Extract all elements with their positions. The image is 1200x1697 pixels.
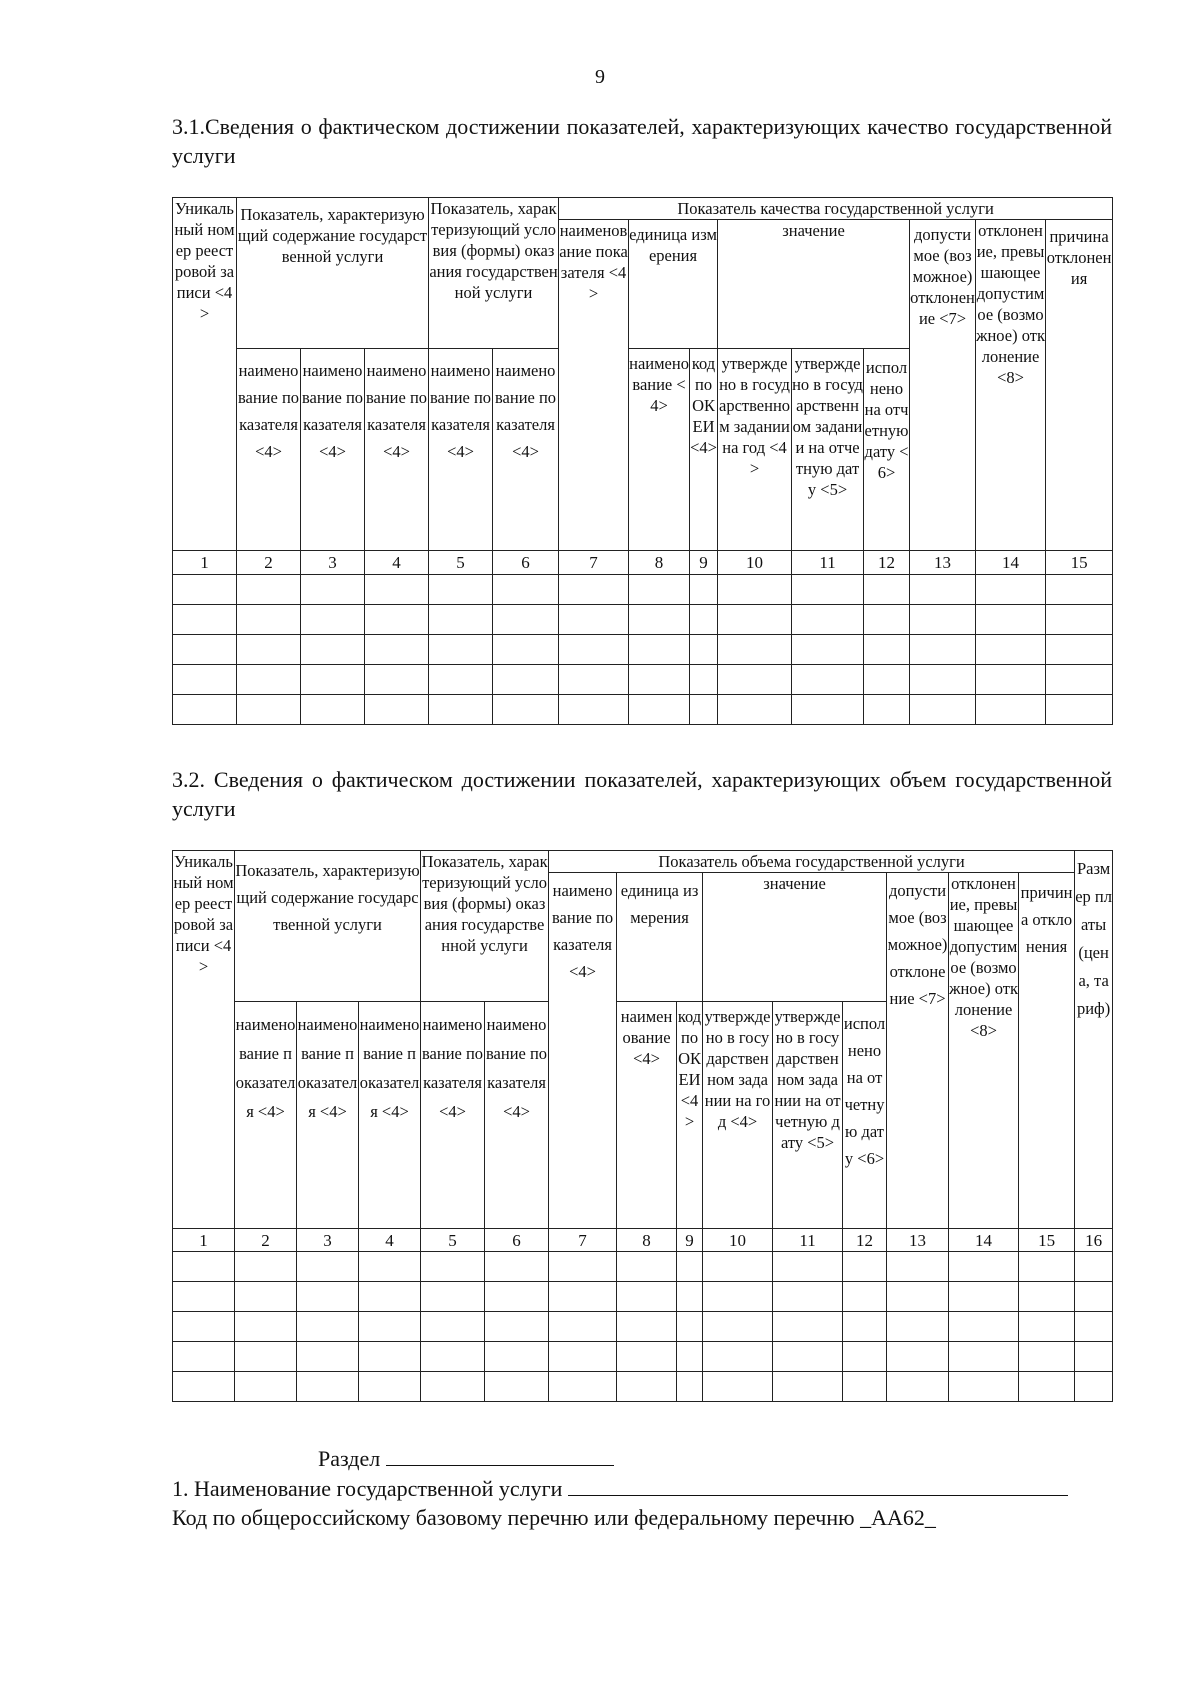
column-number: 7	[549, 1229, 617, 1252]
column-number: 10	[703, 1229, 773, 1252]
column-number: 6	[485, 1229, 549, 1252]
column-number: 2	[237, 551, 301, 575]
service-name-line	[172, 1473, 1122, 1503]
executed-header: исполнено на отчетную дату <6>	[864, 349, 910, 551]
section-3-2-heading: 3.2. Сведения о фактическом достижении показателей, характеризующих объем государственной услуги	[172, 767, 1112, 821]
conditions-indicator-name-2: наименование показателя <4>	[493, 349, 559, 551]
column-number: 3	[297, 1229, 359, 1252]
conditions-indicator-name-2: наименование показателя <4>	[485, 1002, 549, 1229]
deviation-reason-header: причина отклонения	[1046, 220, 1113, 551]
okei-code-header: код по ОКЕИ <4>	[690, 349, 718, 551]
column-number: 6	[493, 551, 559, 575]
column-number: 15	[1046, 551, 1113, 575]
conditions-indicator-header: Показатель, характеризующий условия (формы) оказания государственной услуги	[429, 198, 559, 349]
column-number: 8	[629, 551, 690, 575]
column-number: 15	[1019, 1229, 1075, 1252]
unique-record-number-header: Уникальный номер реестровой записи <4>	[173, 851, 235, 1229]
service-name-blank	[568, 1473, 1068, 1496]
value-header: значение	[718, 220, 910, 349]
column-number: 8	[617, 1229, 677, 1252]
column-number: 13	[910, 551, 976, 575]
column-number: 2	[235, 1229, 297, 1252]
column-number: 1	[173, 551, 237, 575]
content-indicator-name-2: наименование показателя <4>	[301, 349, 365, 551]
content-indicator-name-1: наименование показателя <4>	[235, 1002, 297, 1229]
volume-indicator-group-header: Показатель объема государственной услуги	[549, 851, 1075, 873]
okei-code-header: код по ОКЕИ <4>	[677, 1002, 703, 1229]
section-line	[318, 1443, 1200, 1473]
quality-indicator-group-header: Показатель качества государственной услуги	[559, 198, 1113, 220]
executed-header: исполнено на отчетную дату <6>	[843, 1002, 887, 1229]
quality-indicators-table	[172, 197, 1113, 725]
approved-date-header: утверждено в государственном задании на отчетную дату <5>	[773, 1002, 843, 1229]
unit-header: единица измерения	[617, 873, 703, 1002]
column-number: 7	[559, 551, 629, 575]
column-number: 12	[864, 551, 910, 575]
content-indicator-header: Показатель, характеризующий содержание государственной услуги	[235, 851, 421, 1002]
column-number: 10	[718, 551, 792, 575]
column-number: 3	[301, 551, 365, 575]
unit-name-header: наименование <4>	[617, 1002, 677, 1229]
conditions-indicator-name-1: наименование показателя <4>	[421, 1002, 485, 1229]
column-number: 4	[359, 1229, 421, 1252]
column-number: 5	[429, 551, 493, 575]
column-number: 1	[173, 1229, 235, 1252]
code-value: _АА62_	[860, 1505, 936, 1530]
approved-year-header: утверждено в государственном задании на год <4>	[718, 349, 792, 551]
content-indicator-name-2: наименование показателя <4>	[297, 1002, 359, 1229]
allowed-deviation-header: допустимое (возможное) отклонение <7>	[887, 873, 949, 1229]
indicator-name-header: наименование показателя <4>	[549, 873, 617, 1229]
approved-date-header: утверждено в государственном задании на отчетную дату <5>	[792, 349, 864, 551]
code-label: Код по общероссийскому базовому перечню или федеральному перечню	[172, 1505, 855, 1530]
column-number: 5	[421, 1229, 485, 1252]
page-number: 9	[595, 66, 605, 88]
column-number: 12	[843, 1229, 887, 1252]
deviation-reason-header: причина отклонения	[1019, 873, 1075, 1229]
table-row	[173, 665, 1113, 695]
column-number: 14	[976, 551, 1046, 575]
excess-deviation-header: отклонение, превышающее допустимое (возможное) отклонение <8>	[976, 220, 1046, 551]
value-header: значение	[703, 873, 887, 1002]
code-line	[172, 1503, 1122, 1532]
fee-size-header: Размер платы (цена, тариф)	[1075, 851, 1113, 1229]
table-row	[173, 635, 1113, 665]
service-name-label: 1. Наименование государственной услуги	[172, 1476, 563, 1501]
table-row	[173, 1342, 1113, 1372]
content-indicator-name-1: наименование показателя <4>	[237, 349, 301, 551]
content-indicator-name-3: наименование показателя <4>	[365, 349, 429, 551]
content-indicator-name-3: наименование показателя <4>	[359, 1002, 421, 1229]
table-row	[173, 1312, 1113, 1342]
column-number: 9	[690, 551, 718, 575]
indicator-name-header: наименование показателя <4>	[559, 220, 629, 551]
column-number: 11	[792, 551, 864, 575]
approved-year-header: утверждено в государственном задании на год <4>	[703, 1002, 773, 1229]
section-label: Раздел	[318, 1446, 381, 1471]
conditions-indicator-name-1: наименование показателя <4>	[429, 349, 493, 551]
conditions-indicator-header: Показатель, характеризующий условия (формы) оказания государственной услуги	[421, 851, 549, 1002]
content-indicator-header: Показатель, характеризующий содержание государственной услуги	[237, 198, 429, 349]
table-row	[173, 1372, 1113, 1402]
unit-header: единица измерения	[629, 220, 718, 349]
volume-indicators-table	[172, 850, 1113, 1402]
column-number: 16	[1075, 1229, 1113, 1252]
table-row	[173, 605, 1113, 635]
allowed-deviation-header: допустимое (возможное) отклонение <7>	[910, 220, 976, 551]
column-number: 13	[887, 1229, 949, 1252]
table-row	[173, 1252, 1113, 1282]
unique-record-number-header: Уникальный номер реестровой записи <4>	[173, 198, 237, 551]
table-row	[173, 695, 1113, 725]
section-number-blank	[386, 1443, 614, 1466]
unit-name-header: наименование <4>	[629, 349, 690, 551]
table-row	[173, 575, 1113, 605]
excess-deviation-header: отклонение, превышающее допустимое (возможное) отклонение <8>	[949, 873, 1019, 1229]
table-row	[173, 1282, 1113, 1312]
section-3-1-heading: 3.1.Сведения о фактическом достижении показателей, характеризующих качество государственной услуги	[172, 114, 1112, 168]
column-number: 14	[949, 1229, 1019, 1252]
column-number: 9	[677, 1229, 703, 1252]
column-number: 11	[773, 1229, 843, 1252]
column-number: 4	[365, 551, 429, 575]
